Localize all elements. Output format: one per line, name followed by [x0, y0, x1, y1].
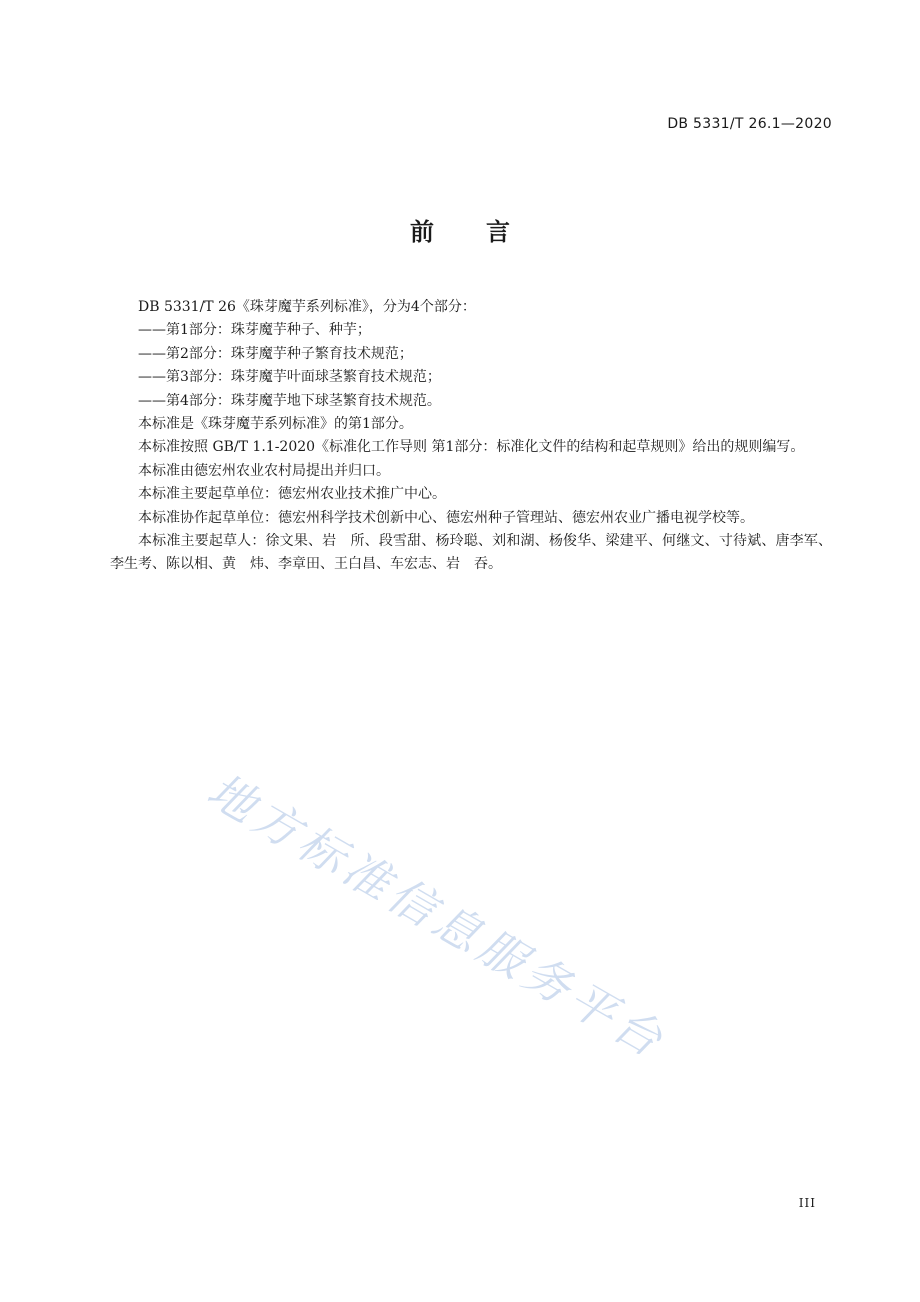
paragraph-drafting-rules: 本标准按照 GB/T 1.1-2020《标准化工作导则 第1部分：标准化文件的结构和起草规则》给出的规则编写。	[138, 439, 805, 456]
list-item-part-4: ——第4部分：珠芽魔芋地下球茎繁育技术规范。	[138, 392, 441, 409]
list-item-part-2: ——第2部分：珠芽魔芋种子繁育技术规范；	[138, 345, 413, 362]
list-item-part-1: ——第1部分：珠芽魔芋种子、种芋；	[138, 322, 371, 339]
paragraph-intro: DB 5331/T 26《珠芽魔芋系列标准》，分为4个部分：	[138, 299, 476, 315]
title-char-2: 言	[486, 218, 510, 246]
watermark: 地方标准信息服务平台	[198, 762, 676, 1070]
page-title	[0, 212, 920, 247]
paragraph-cooperating-units: 本标准协作起草单位：德宏州科学技术创新中心、德宏州种子管理站、德宏州农业广播电视学校等。	[138, 509, 754, 526]
page-number: III	[798, 1196, 816, 1210]
list-item-part-3: ——第3部分：珠芽魔芋叶面球茎繁育技术规范；	[138, 369, 441, 386]
paragraph-proposer: 本标准由德宏州农业农村局提出并归口。	[138, 462, 390, 479]
paragraph-main-drafting-unit: 本标准主要起草单位：德宏州农业技术推广中心。	[138, 486, 446, 503]
paragraph-part-statement: 本标准是《珠芽魔芋系列标准》的第1部分。	[138, 416, 413, 433]
paragraph-main-drafters: 本标准主要起草人：徐文果、岩 所、段雪甜、杨玲聪、刘和湖、杨俊华、梁建平、何继文、寸待斌、唐李军、李生考、陈以相、黄 炜、李章田、王白昌、车宏志、岩 吞。	[110, 533, 832, 573]
document-code: DB 5331/T 26.1—2020	[667, 116, 832, 132]
title-char-1: 前	[410, 218, 434, 246]
preface-body	[110, 296, 832, 577]
